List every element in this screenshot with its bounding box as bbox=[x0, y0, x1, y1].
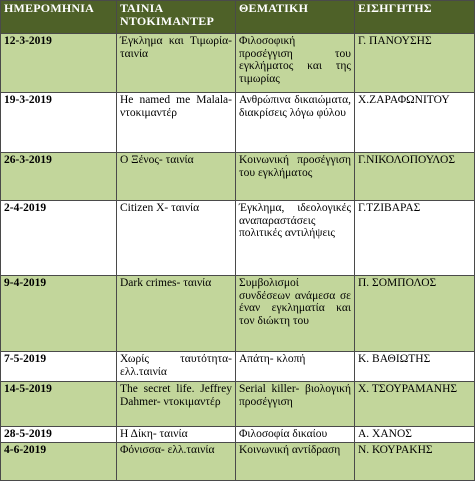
date-cell: 4-6-2019 bbox=[1, 443, 117, 481]
table-row bbox=[1, 427, 475, 443]
film-cell: The secret life. Jeffrey Dahmer- ντοκιμαντέρ bbox=[117, 382, 236, 427]
speaker-cell: Α. ΧΑΝΟΣ bbox=[355, 427, 475, 443]
date-cell: 14-5-2019 bbox=[1, 382, 117, 427]
film-cell: Έγκλημα και Τιμωρία- ταινία bbox=[117, 34, 236, 93]
film-cell: Dark crimes- ταινία bbox=[117, 276, 236, 352]
theme-cell: Συμβολισμοί συνδέσεων ανάμεσα σε έναν εγκληματία και τον διώκτη του bbox=[236, 276, 355, 352]
theme-cell: Έγκλημα, ιδεολογικές αναπαραστάσεις πολιτικές αντιλήψεις bbox=[236, 201, 355, 276]
header-film: ΤΑΙΝΙΑ ΝΤΟΚΙΜΑΝΤΕΡ bbox=[117, 1, 236, 34]
date-cell: 7-5-2019 bbox=[1, 352, 117, 382]
table-row bbox=[1, 276, 475, 352]
speaker-cell: Ν. ΚΟΥΡΑΚΗΣ bbox=[355, 443, 475, 481]
table-row bbox=[1, 352, 475, 382]
header-date: ΗΜΕΡΟΜΗΝΙΑ bbox=[1, 1, 117, 34]
table-row bbox=[1, 153, 475, 201]
film-cell: He named me Malala- ντοκιμαντέρ bbox=[117, 93, 236, 153]
theme-cell: Κοινωνική προσέγγιση του εγκλήματος bbox=[236, 153, 355, 201]
date-cell: 28-5-2019 bbox=[1, 427, 117, 443]
header-theme: ΘΕΜΑΤΙΚΗ bbox=[236, 1, 355, 34]
date-cell: 19-3-2019 bbox=[1, 93, 117, 153]
table-row bbox=[1, 382, 475, 427]
date-cell: 12-3-2019 bbox=[1, 34, 117, 93]
header-speaker: ΕΙΣΗΓΗΤΗΣ bbox=[355, 1, 475, 34]
speaker-cell: Π. ΣΟΜΠΟΛΟΣ bbox=[355, 276, 475, 352]
speaker-cell: Κ. ΒΑΘΙΩΤΗΣ bbox=[355, 352, 475, 382]
theme-cell: Serial killer- βιολογική προσέγγιση bbox=[236, 382, 355, 427]
date-cell: 26-3-2019 bbox=[1, 153, 117, 201]
date-cell: 9-4-2019 bbox=[1, 276, 117, 352]
table-row bbox=[1, 443, 475, 481]
speaker-cell: Χ.ΖΑΡΑΦΩΝΙΤΟΥ bbox=[355, 93, 475, 153]
header-row bbox=[1, 1, 475, 34]
date-cell: 2-4-2019 bbox=[1, 201, 117, 276]
film-cell: Citizen X- ταινία bbox=[117, 201, 236, 276]
film-cell: Χωρίς ταυτότητα- ελλ.ταινία bbox=[117, 352, 236, 382]
table-row bbox=[1, 201, 475, 276]
film-cell: Η Δίκη- ταινία bbox=[117, 427, 236, 443]
speaker-cell: Χ. ΤΣΟΥΡΑΜΑΝΗΣ bbox=[355, 382, 475, 427]
table-row bbox=[1, 34, 475, 93]
theme-cell: Απάτη- κλοπή bbox=[236, 352, 355, 382]
theme-cell: Φιλοσοφική προσέγγιση του εγκλήματος και της τιμωρίας bbox=[236, 34, 355, 93]
theme-cell: Φιλοσοφία δικαίου bbox=[236, 427, 355, 443]
speaker-cell: Γ.ΤΖΙΒΑΡΑΣ bbox=[355, 201, 475, 276]
theme-cell: Ανθρώπινα δικαιώματα, διακρίσεις λόγω φύλου bbox=[236, 93, 355, 153]
theme-cell: Κοινωνική αντίδραση bbox=[236, 443, 355, 481]
speaker-cell: Γ. ΠΑΝΟΥΣΗΣ bbox=[355, 34, 475, 93]
table-row bbox=[1, 93, 475, 153]
film-cell: Ο Ξένος- ταινία bbox=[117, 153, 236, 201]
film-cell: Φόνισσα- ελλ.ταινία bbox=[117, 443, 236, 481]
speaker-cell: Γ.ΝΙΚΟΛΟΠΟΥΛΟΣ bbox=[355, 153, 475, 201]
